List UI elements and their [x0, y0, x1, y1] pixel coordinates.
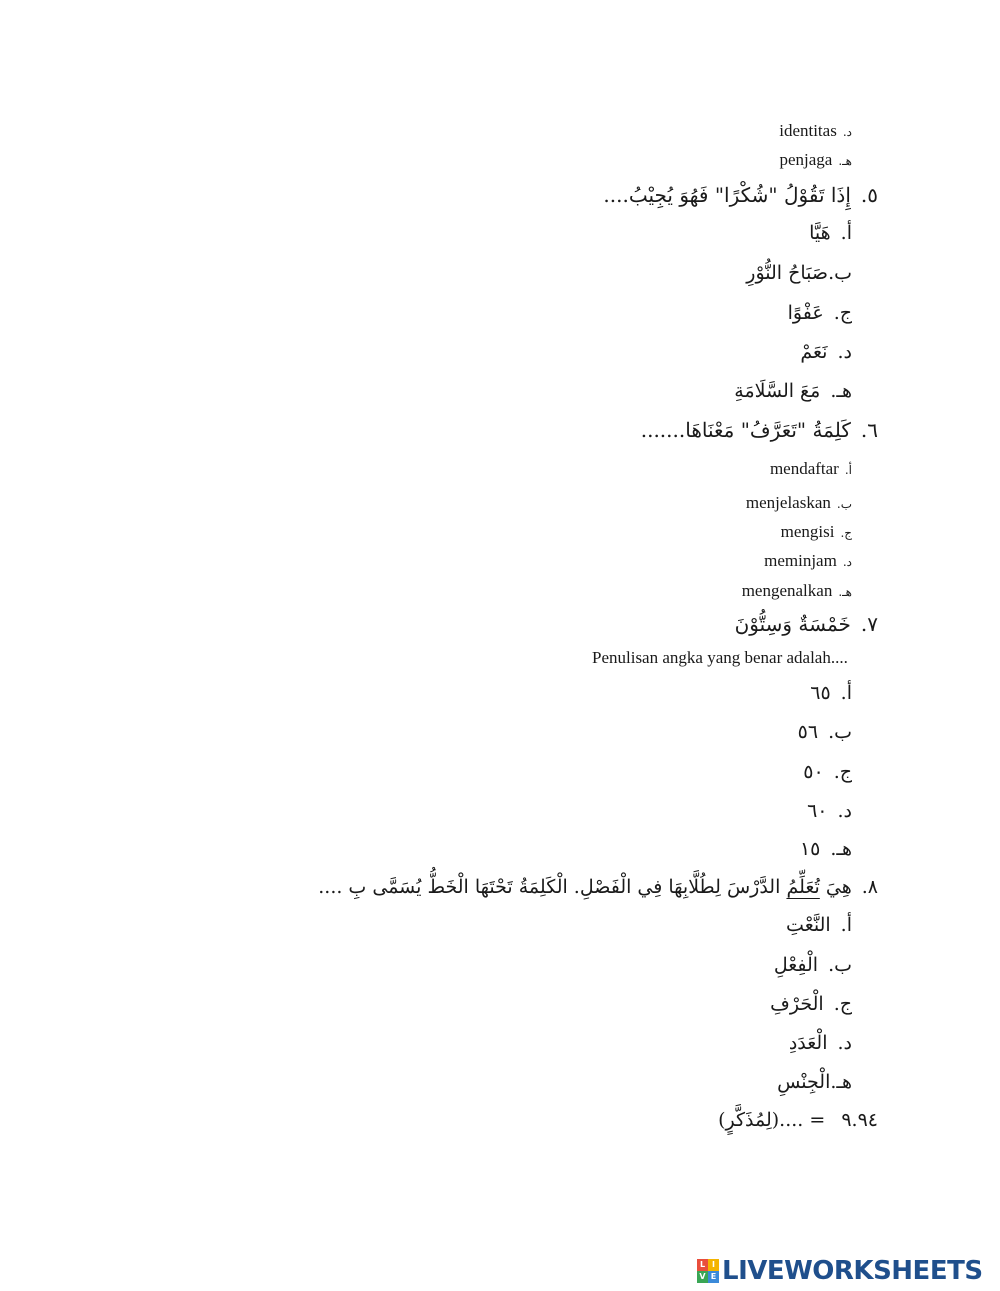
question-number: ٦. [860, 418, 878, 442]
option-marker: ج. [833, 302, 852, 324]
option-marker: أ. [840, 222, 852, 244]
option-marker: هـ. [830, 380, 852, 402]
q4-option-e [779, 147, 852, 173]
q6-option-b [746, 490, 852, 516]
option-text: النَّعْتِ [786, 914, 831, 936]
q5-option-d [800, 340, 852, 364]
option-text: menjelaskan [745, 493, 831, 512]
q7-question [735, 612, 878, 636]
q5-option-a [809, 221, 852, 245]
q5-question [603, 183, 878, 207]
question-text: كَلِمَةُ "تَعَرَّفُ" مَعْنَاهَا....... [640, 418, 851, 442]
badge-letter: L [697, 1259, 708, 1271]
option-marker: هـ. [830, 1071, 852, 1093]
question-text: إِذَا تَقُوْلُ "شُكْرًا" فَهُوَ يُجِيْبُ.... [603, 183, 851, 207]
q6-option-a [770, 456, 852, 482]
q6-option-d [764, 548, 852, 574]
option-text: ٥٠ [803, 761, 824, 783]
option-marker: هـ. [838, 585, 852, 599]
underlined-word: تُعَلِّمُ [786, 876, 820, 898]
q6-option-c [781, 519, 852, 545]
option-marker: هـ. [838, 154, 852, 168]
option-text: الْحَرْفِ [770, 993, 824, 1015]
q8-option-c [770, 992, 852, 1016]
q8-option-d [789, 1031, 852, 1055]
q7-option-a [810, 681, 852, 705]
q6-option-e [742, 578, 852, 604]
option-text: الْفِعْلِ [773, 954, 819, 976]
badge-letter: I [708, 1259, 719, 1271]
option-marker: د. [837, 1032, 852, 1054]
option-text: penjaga [779, 150, 833, 169]
option-text: ٦٥ [810, 682, 831, 704]
badge-letter: E [708, 1271, 719, 1283]
option-marker: د. [837, 341, 852, 363]
q7-option-d [807, 799, 852, 823]
question-text-after: الدَّرْسَ لِطُلَّابِهَا فِي الْفَصْلِ. الْكَلِمَةُ تَحْتَهَا الْخَطُّ يُسَمَّى بِ .... [318, 876, 781, 898]
option-text: ٥٦ [797, 721, 819, 743]
q9-question [718, 1108, 878, 1132]
question-number: ٨. [861, 876, 878, 898]
option-text: mendaftar [769, 459, 839, 478]
option-marker: أ. [840, 914, 852, 936]
q5-option-c [788, 301, 852, 325]
q4-option-d [779, 118, 852, 144]
option-marker: د. [842, 125, 852, 139]
option-marker: ج. [833, 761, 852, 783]
q8-option-b [774, 953, 852, 977]
liveworksheets-logo [697, 1256, 997, 1286]
question-text: خَمْسَةٌ وَسِتُّوْنَ [734, 612, 851, 636]
option-marker: ج. [833, 993, 852, 1015]
option-marker: د. [837, 800, 852, 822]
q8-option-a [786, 913, 852, 937]
q8-option-e [777, 1070, 852, 1094]
option-text: mengisi [780, 522, 835, 541]
option-marker: ب. [828, 262, 852, 284]
q7-option-b [798, 720, 852, 744]
option-marker: أ. [844, 463, 852, 477]
q6-question [641, 418, 878, 442]
option-text: الْعَدَدِ [788, 1032, 828, 1054]
logo-text: LIVEWORKSHEETS [722, 1256, 983, 1286]
q7-option-c [803, 760, 852, 784]
option-marker: ب. [828, 954, 852, 976]
question-text: ٩٤ = ....(لِمُذَكَّرٍ) [718, 1109, 878, 1131]
option-marker: هـ. [830, 838, 852, 860]
option-text: ٦٠ [807, 800, 828, 822]
option-text: صَبَاحُ النُّوْرِ [746, 262, 829, 284]
option-text: meminjam [764, 551, 837, 570]
question-number: ٧. [860, 612, 878, 636]
option-marker: ج. [840, 526, 852, 540]
badge-letter: V [697, 1271, 708, 1283]
option-text: مَعَ السَّلَامَةِ [734, 380, 821, 402]
q5-option-b [746, 261, 852, 285]
option-marker: ب. [828, 721, 852, 743]
option-marker: د. [842, 555, 852, 569]
option-marker: أ. [840, 682, 852, 704]
option-text: الْجِنْسِ [777, 1071, 831, 1093]
logo-badge-icon [697, 1259, 719, 1283]
question-number: ٥. [860, 183, 878, 207]
option-text: نَعَمْ [800, 341, 828, 363]
q7-instruction: Penulisan angka yang benar adalah.... [592, 648, 848, 667]
option-text: عَفْوًا [787, 302, 824, 324]
q7-option-e [800, 837, 852, 861]
option-text: identitas [779, 121, 837, 140]
question-number: ٩. [841, 1109, 858, 1131]
option-text: هَيَّا [809, 222, 831, 244]
option-marker: ب. [836, 497, 852, 511]
q5-option-e [734, 379, 852, 403]
question-text-before: هِيَ [825, 876, 852, 898]
option-text: ١٥ [799, 838, 821, 860]
option-text: mengenalkan [741, 581, 833, 600]
q8-question [318, 875, 878, 899]
